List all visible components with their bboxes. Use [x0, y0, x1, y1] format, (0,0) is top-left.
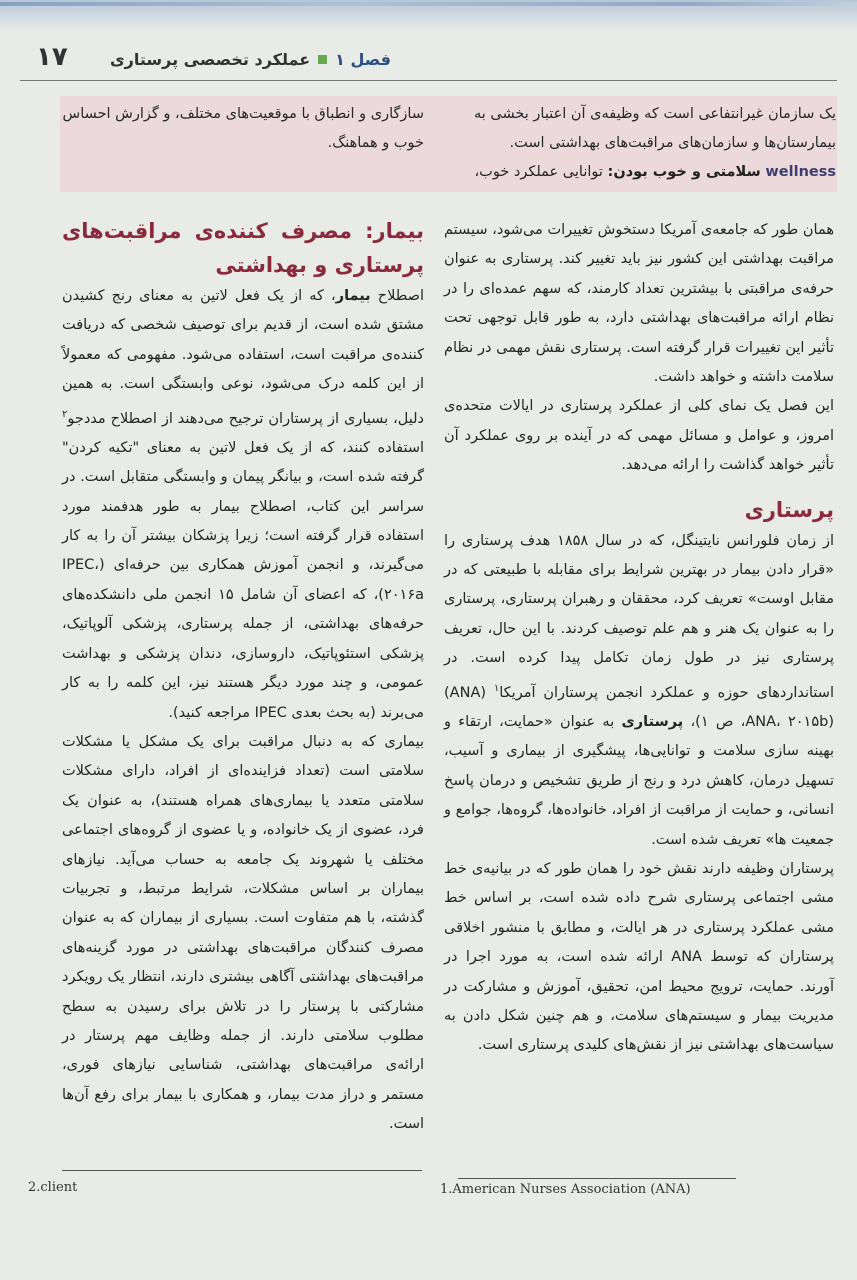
paragraph: پرستاران وظیفه دارند نقش خود را همان طور که در بیانیه‌ی خط مشی اجتماعی پرستاری شرح داده شده است، بر اساس خط مشی عملکرد پرستاری در هر ایالت، و مطابق با منشور اخلاقی پرستاران که توسط ANA ارائه شده است، به مورد اجرا در آورند. حمایت، ترویج محیط امن، تحقیق، آموزش و مشارکت در مدیریت بیمار و سیستم‌های سلامت، و هم چنین شکل دادن به سیاست‌های بهداشتی نیز از نقش‌های کلیدی پرستاری است.: [444, 860, 835, 1054]
paragraph-text: از زمان فلورانس نایتینگل، که در سال ۱۸۵۸ هدف پرستاری را «قرار دادن بیمار در بهترین شرایط برای مقابله با طبیعتی که در مقابل اوست» تعریف کرد، محققان و رهبران پرستاری، پرستاری را به عنوان یک هنر و هم علم توصیف کردند. با این حال، تعریف پرستاری نیز در طول زمان تکامل پیدا کرده است. در استانداردهای حوزه و عملکرد انجمن پرستاران آمریکا: [444, 532, 834, 701]
left-column: [62, 214, 424, 1140]
paragraph-text: اصطلاح: [370, 288, 424, 304]
glossary-term-wellness: [444, 158, 836, 187]
term-definition: توانایی عملکرد خوب،: [474, 164, 603, 180]
paragraph: [444, 527, 834, 855]
footnote-right: 1.American Nurses Association (ANA): [440, 1182, 691, 1197]
term-english: wellness: [765, 164, 836, 180]
paragraph: این فصل یک نمای کلی از عملکرد پرستاری در ایالات متحده‌ی امروز، و عوامل و مسائل مهمی که در آینده بر روی عملکرد آن تأثیر خواهد گذاشت را ارائه می‌دهد.: [444, 398, 834, 474]
footnote-rule-left: [62, 1170, 422, 1171]
paragraph-text: استفاده کنند، که از یک فعل لاتین به معنای "تکیه کردن" گرفته شده است، و بیانگر پیمان و وابستگی متقابل است. در سراسر این کتاب، اصطلاح بیمار به طور هدفمند مورد استفاده قرار گرفته است؛ زیرا پزشکان بیشتر آن را به کار می‌گیرند، و انجمن آموزش همکاری بین حرفه‌ای (IPEC، ۲۰۱۶a)، که اعضای آن شامل ۱۵ انجمن ملی دانشکده‌های حرفه‌های بهداشتی، از جمله پرستاری، پزشکی آلوپاتیک، پزشکی استئوپاتیک، داروسازی، دندان پزشکی و بهداشت عمومی، و چند مورد دیگر هستند نیز، این کلمه را به کار می‌برند (به بحث بعدی IPEC مراجعه کنید).: [62, 439, 424, 721]
glossary-line: یک سازمان غیرانتفاعی است که وظیفه‌ی آن اعتبار بخشی به: [473, 106, 836, 122]
paragraph-text: (ANA) (ANA، ۲۰۱۵b، ص ۱)،: [444, 684, 834, 730]
glossary-box-left: [62, 100, 424, 158]
glossary-line: بیمارستان‌ها و سازمان‌های مراقبت‌های بهداشتی است.: [509, 135, 836, 151]
glossary-box-right: [444, 100, 836, 187]
right-column: [444, 216, 834, 1061]
footnote-marker: ۲: [62, 408, 68, 420]
term-persian: سلامتی و خوب بودن:: [607, 164, 761, 180]
bold-term: پرستاری: [621, 713, 684, 730]
paragraph: همان طور که جامعه‌ی آمریکا دستخوش تغییرات می‌شود، سیستم مراقبت بهداشتی این کشور نیز باید تغییر کند. پرستاری به عنوان حرفه‌ی مراقبتی با بیشترین تعداد کارمند، که سهم عمده‌ای را در نظام ارائه مراقبت‌های بهداشتی دارد، به طور قابل توجهی تحت تأثیر این تغییرات قرار گرفته است. پرستاری نقش مهمی در نظام سلامت داشته و خواهد داشت.: [444, 222, 834, 386]
paragraph-text: ، که از یک فعل لاتین به معنای رنج کشیدن مشتق شده است، از قدیم برای توصیف شخصی که دریافت کننده‌ی مراقبت است، استفاده می‌شود. مفهومی که معمولاً از این کلمه درک می‌شود، نوعی وابستگی است. به همین دلیل، بسیاری از پرستاران ترجیح می‌دهند از اصطلاح مددجو: [62, 288, 424, 427]
section-heading-nursing: پرستاری: [744, 497, 834, 522]
chapter-label: فصل ۱: [335, 50, 391, 69]
section-heading-patient: بیمار: مصرف کننده‌ی مراقبت‌های پرستاری و بهداشتی: [62, 219, 424, 277]
glossary-line: خوب و هماهنگ.: [327, 135, 424, 151]
glossary-line: سازگاری و انطباق با موقعیت‌های مختلف، و گزارش احساس: [62, 106, 424, 122]
running-head: [110, 50, 391, 69]
top-border-decoration: [0, 0, 857, 32]
page-number: ۱۷: [36, 42, 68, 72]
footnote-left: 2.client: [28, 1180, 78, 1195]
footnote-marker: ۱: [493, 682, 500, 694]
footnote-rule-right: [458, 1178, 736, 1179]
paragraph-text: به عنوان «حمایت، ارتقاء و بهینه سازی سلامت و توانایی‌ها، پیشگیری از بیماری و آسیب، تسهیل درمان، کاهش درد و رنج از طریق تشخیص و درمان پاسخ انسانی، و حمایت از مراقبت از افراد، خانواده‌ها، گروه‌ها، جوامع و جمعیت ها» تعریف شده است.: [444, 713, 834, 848]
green-square-bullet: [318, 55, 327, 64]
chapter-title: عملکرد تخصصی پرستاری: [109, 50, 311, 69]
page-header: [20, 38, 837, 81]
paragraph: [62, 282, 424, 728]
bold-term: بیمار: [335, 288, 371, 304]
paragraph: بیماری که به دنبال مراقبت برای یک مشکل یا مشکلات سلامتی است (تعداد فزاینده‌ای از افراد، دارای مشکلات سلامتی متعدد یا بیماری‌های همراه هستند)، به عنوان یک فرد، عضوی از یک خانواده، و یا عضوی از گروه‌های اجتماعی مختلف یا شهروند یک جامعه به حساب می‌آید. نیازهای بیماران بر اساس مشکلات، شرایط مرتبط، و تجربیات گذشته، با هم متفاوت است. بسیاری از بیماران که به عنوان مصرف کنندگان مراقبت‌های بهداشتی در مورد گزینه‌های مراقبت‌های بهداشتی آگاهی بیشتری دارند، انتظار یک رویکرد مشارکتی با پرستار را در تلاش برای رسیدن به سطح مطلوب سلامتی دارند. از جمله وظایف مهم پرستار در ارائه‌ی مراقبت‌های بهداشتی، شناسایی نیازهای فوری، مستمر و دراز مدت بیمار، و همکاری با بیمار برای رفع آن‌ها است.: [62, 733, 424, 1133]
